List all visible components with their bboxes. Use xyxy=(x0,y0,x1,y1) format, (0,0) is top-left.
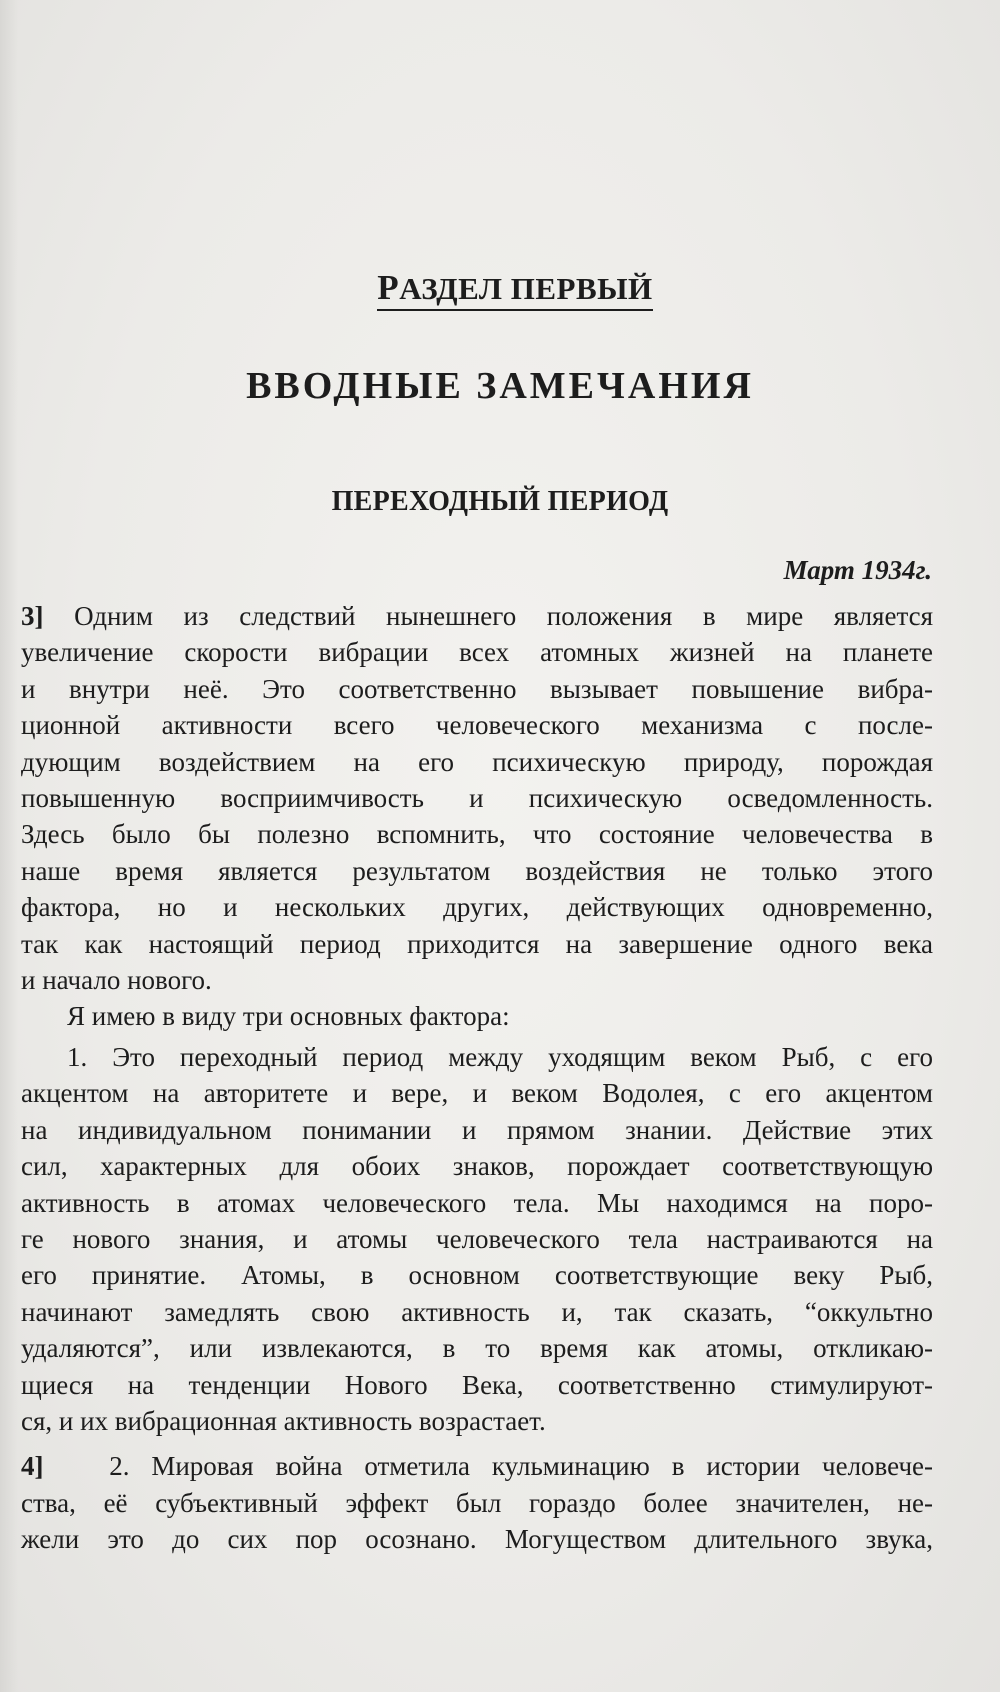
paragraph-4 xyxy=(21,1448,933,1557)
section-label-cap: Р xyxy=(377,268,400,307)
section-label xyxy=(0,270,1000,311)
subtitle: ПЕРЕХОДНЫЙ ПЕРИОД xyxy=(331,486,669,517)
text-line: наше время является результатом воздействия не только этого xyxy=(21,855,933,886)
body-text xyxy=(21,598,933,1558)
text-line: ся, и их вибрационная активность возрастает. xyxy=(21,1405,546,1436)
text-line: повышенную восприимчивость и психическую осведомленность. xyxy=(21,783,933,814)
text-line: дующим воздействием на его психическую природу, порождая xyxy=(21,746,933,777)
text-line: фактора, но и нескольких других, действующих одновременно, xyxy=(21,892,933,923)
text-line: жели это до сих пор осознано. Могуществом длительного звука, xyxy=(21,1524,933,1555)
text-line: Я имею в виду три основных фактора: xyxy=(67,1001,510,1032)
text-line: ционной активности всего человеческого механизма с после- xyxy=(21,710,933,741)
text-line: начинают замедлять свою активность и, так сказать, “оккультно xyxy=(21,1296,933,1327)
section-label-rest: АЗДЕЛ ПЕРВЫЙ xyxy=(399,271,653,306)
text-line: 1. Это переходный период между уходящим веком Рыб, с его xyxy=(67,1041,933,1072)
text-line: щиеся на тенденции Нового Века, соответственно стимулируют- xyxy=(21,1369,933,1400)
date: Март 1934г. xyxy=(783,555,932,585)
text-line: 4] 2. Мировая война отметила кульминацию в истории человече- xyxy=(21,1451,934,1482)
text-line: и внутри неё. Это соответственно вызывает повышение вибра- xyxy=(21,673,933,704)
text-line: Здесь было бы полезно вспомнить, что состояние человечества в xyxy=(21,819,933,850)
paragraph-3 xyxy=(21,1039,933,1439)
text-line: ства, её субъективный эффект был гораздо более значителен, не- xyxy=(21,1487,933,1518)
text-line: активность в атомах человеческого тела. Мы находимся на поро- xyxy=(21,1187,933,1218)
text-line: его принятие. Атомы, в основном соответствующие веку Рыб, xyxy=(21,1260,933,1291)
section-label-underlined xyxy=(377,270,652,311)
text-line: сил, характерных для обоих знаков, порождает соответствующую xyxy=(21,1151,933,1182)
paragraph-1 xyxy=(21,598,933,998)
main-title: ВВОДНЫЕ ЗАМЕЧАНИЯ xyxy=(246,365,754,407)
text-line: 3] Одним из следствий нынешнего положения в мире является xyxy=(21,601,933,631)
text-line: увеличение скорости вибрации всех атомных жизней на планете xyxy=(21,637,933,668)
paragraph-2 xyxy=(21,998,933,1034)
text-line: на индивидуальном понимании и прямом знании. Действие этих xyxy=(21,1114,933,1145)
text-line: акцентом на авторитете и вере, и веком Водолея, с его акцентом xyxy=(21,1078,933,1109)
text-line: так как настоящий период приходится на завершение одного века xyxy=(21,928,933,959)
text-line: ге нового знания, и атомы человеческого тела настраиваются на xyxy=(21,1223,933,1254)
text-line: удаляются”, или извлекаются, в то время как атомы, откликаю- xyxy=(21,1333,933,1364)
text-line: и начало нового. xyxy=(21,965,212,996)
page-ref-3: 3] xyxy=(21,601,44,631)
page-ref-4: 4] xyxy=(21,1451,44,1482)
page-edge-shadow xyxy=(0,0,18,1692)
